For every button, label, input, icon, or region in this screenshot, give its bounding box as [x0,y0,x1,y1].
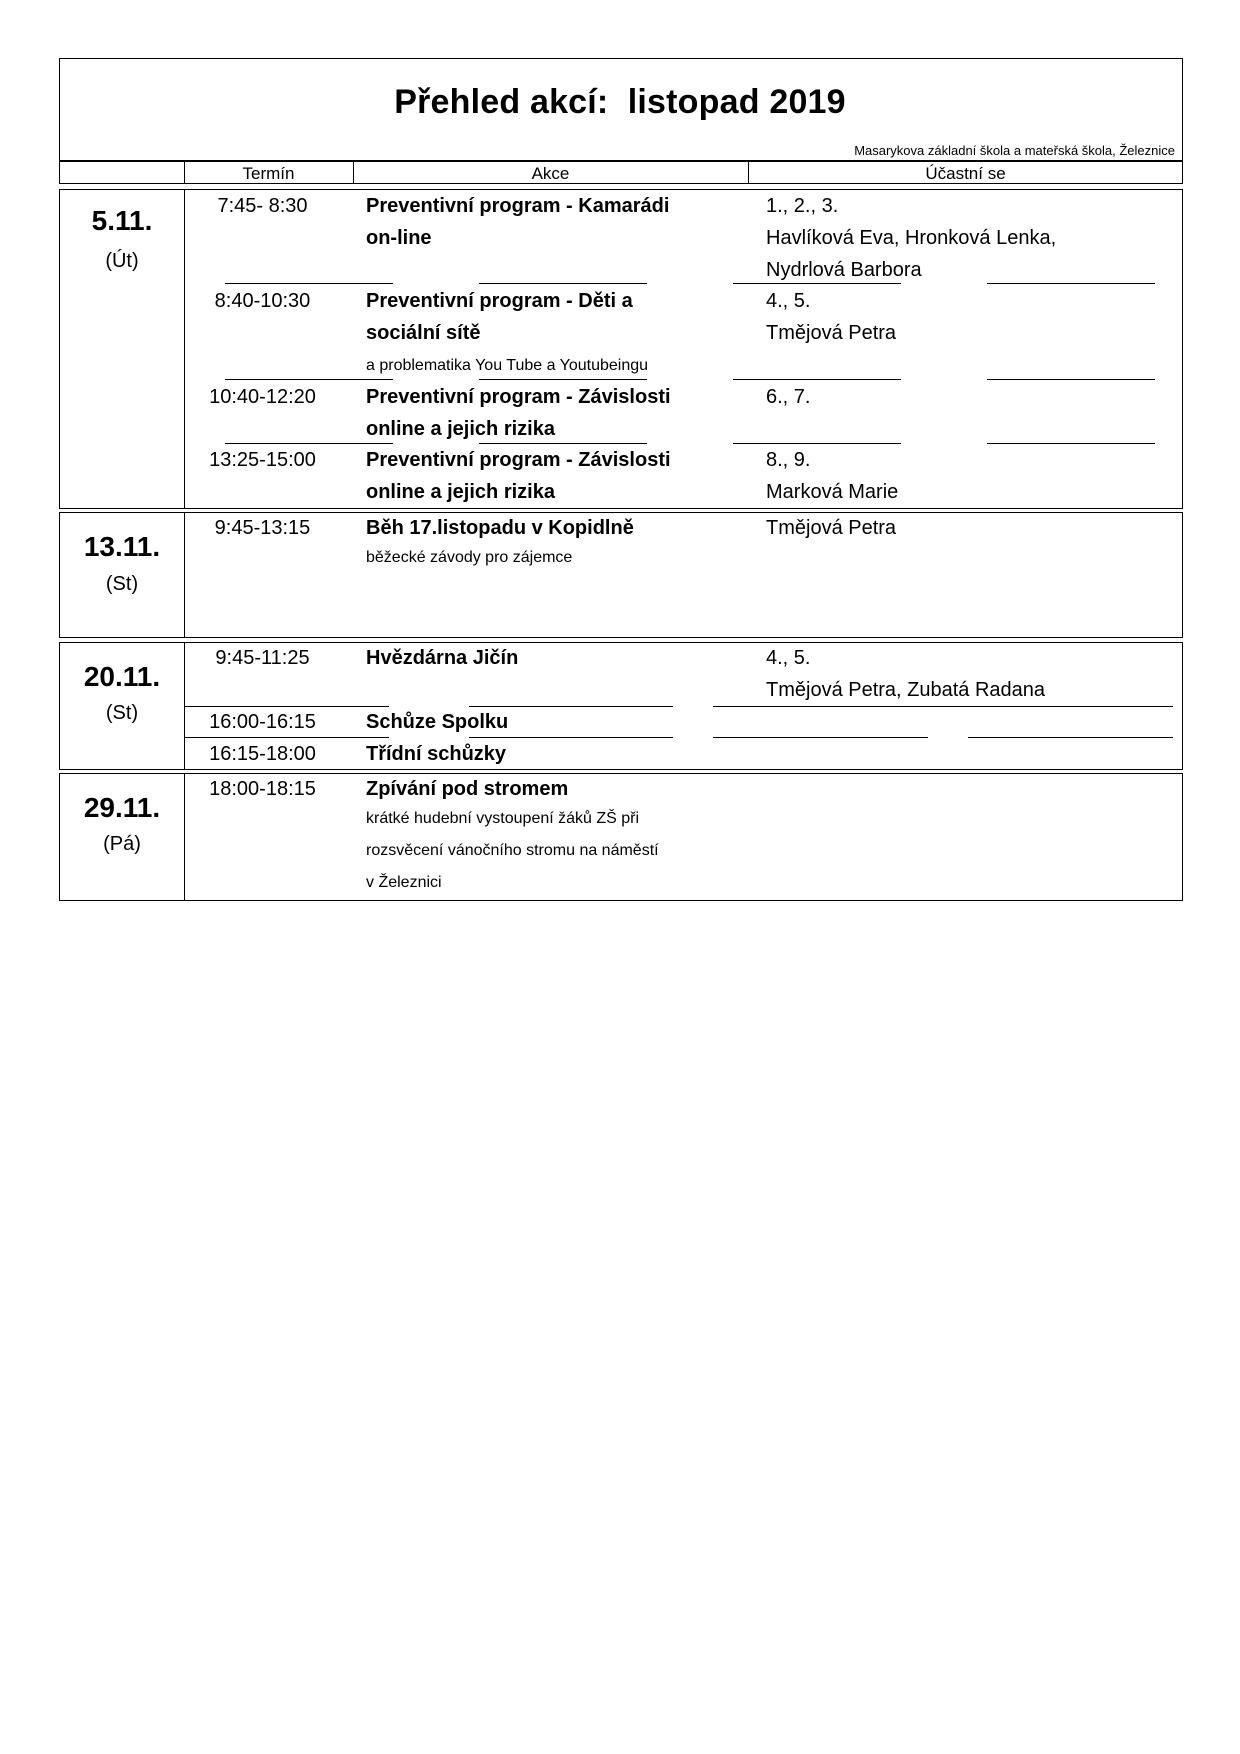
page-title: Přehled akcí: listopad 2019 [394,83,846,121]
event-participants: 6., 7. [766,386,811,408]
event-title: Hvězdárna Jičín [366,647,519,669]
event-title: Preventivní program - Děti a sociální sítě [366,290,633,344]
day-of-week: (Pá) [103,833,141,855]
day-date: 5.11. [91,205,153,236]
event-participants: 4., 5. Tmějová Petra, Zubatá Radana [766,647,1046,701]
event-note: běžecké závody pro zájemce [366,549,573,566]
school-name: Masarykova základní škola a mateřská škola, Železnice [854,143,1175,158]
event-participants: Tmějová Petra [766,517,897,539]
column-header-akce: Akce [531,164,570,183]
column-header-ucast: Účastní se [925,164,1006,183]
event-title: Třídní schůzky [366,743,507,765]
event-participants: 1., 2., 3. Havlíková Eva, Hronková Lenka, Nydrlová Barbora [766,195,1057,281]
event-title: Preventivní program - Kamarádi on-line [366,195,670,249]
day-of-week: (St) [105,702,139,724]
event-time: 9:45-11:25 [215,647,310,669]
event-title: Zpívání pod stromem [366,778,569,800]
event-title: Běh 17.listopadu v Kopidlně [366,517,634,539]
event-time: 16:15-18:00 [209,743,316,765]
event-title: Preventivní program - Závislosti online a jejich rizika [366,449,671,503]
event-time: 13:25-15:00 [209,449,316,471]
day-date: 13.11. [83,531,161,562]
event-participants: 4., 5. Tmějová Petra [766,290,897,344]
event-note: krátké hudební vystoupení žáků ZŠ při rozsvěcení vánočního stromu na náměstí v Železnici [366,810,659,891]
event-note: a problematika You Tube a Youtubeingu [366,357,649,374]
event-time: 18:00-18:15 [209,778,316,800]
day-of-week: (St) [105,573,139,595]
event-time: 9:45-13:15 [214,517,311,539]
event-title: Preventivní program - Závislosti online a jejich rizika [366,386,671,440]
event-time: 10:40-12:20 [209,386,316,408]
column-header-termin: Termín [242,164,295,183]
day-of-week: (Út) [105,250,139,272]
day-date: 20.11. [83,661,161,692]
event-participants: 8., 9. Marková Marie [766,449,899,503]
event-time: 8:40-10:30 [214,290,311,312]
event-time: 7:45- 8:30 [217,195,308,217]
event-time: 16:00-16:15 [209,711,316,733]
day-date: 29.11. [83,792,161,823]
event-title: Schůze Spolku [366,711,509,733]
